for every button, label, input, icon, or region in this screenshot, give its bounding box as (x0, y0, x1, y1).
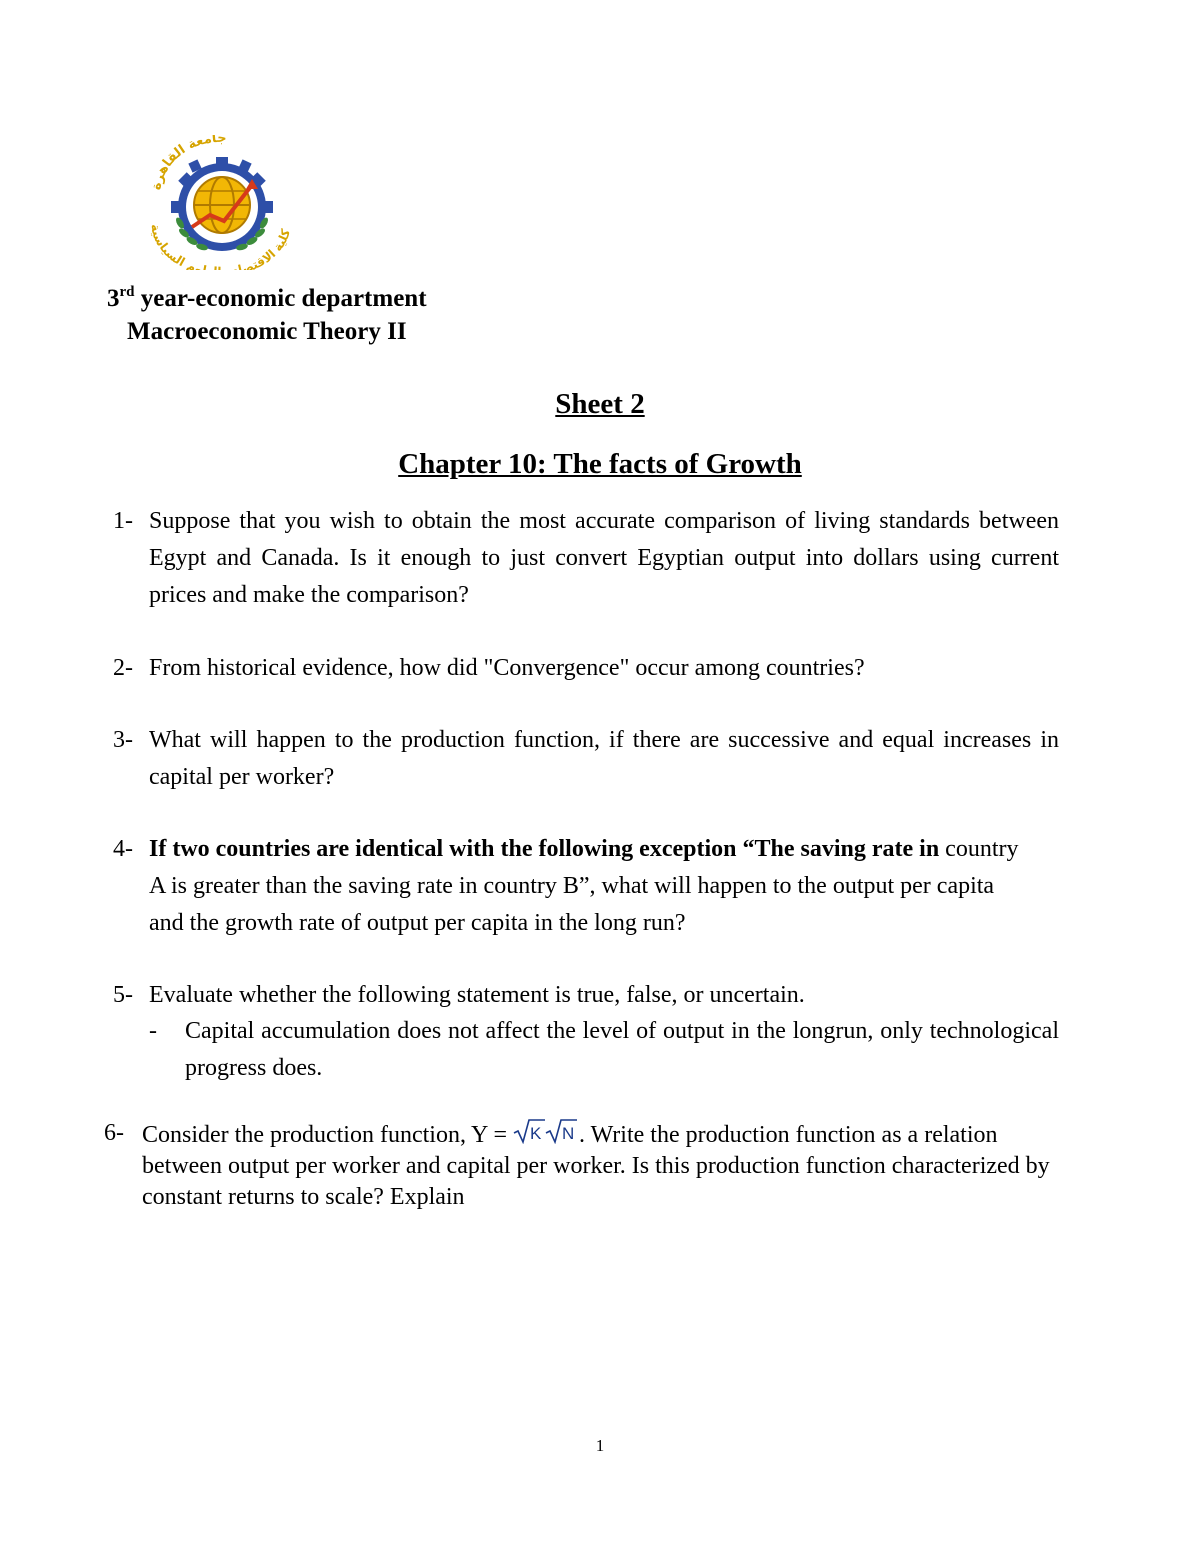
question-number: 5- (113, 982, 133, 1008)
question-text-after: . Write the production function as a relation between output per worker and capital per worker. Is this production function characterized by constant returns to scale? Explain (142, 1122, 1050, 1210)
question-number: 3- (113, 727, 133, 753)
question-text: From historical evidence, how did "Convergence" occur among countries? (149, 655, 865, 681)
chapter-title: Chapter 10: The facts of Growth (398, 448, 802, 480)
question-text: Evaluate whether the following statement is true, false, or uncertain. (149, 982, 805, 1008)
question-number: 6- (104, 1120, 124, 1146)
svg-text:جامعة القاهرة: جامعة القاهرة (149, 135, 227, 192)
statement-text: Capital accumulation does not affect the level of output in the longrun, only technological progress does. (185, 1018, 1059, 1081)
bullet-dash: - (149, 1018, 157, 1044)
question-number: 1- (113, 508, 133, 534)
question-number: 4- (113, 836, 133, 862)
question-5-statement (149, 1013, 1059, 1087)
page-number: 1 (595, 1436, 605, 1455)
faculty-logo-icon (140, 135, 300, 270)
department-heading (107, 283, 427, 315)
question-text-before: Consider the production function, Y = (142, 1122, 514, 1148)
course-title: Macroeconomic Theory II (127, 318, 407, 345)
question-text: What will happen to the production function, if there are successive and equal increases in capital per worker? (149, 727, 1059, 790)
question-4 (113, 831, 1033, 942)
question-number: 2- (113, 655, 133, 681)
sheet-title: Sheet 2 (555, 388, 645, 420)
sqrt-formula-icon (513, 1118, 579, 1144)
question-bold-text: If two countries are identical with the following exception “The saving rate in (149, 836, 940, 862)
question-3 (113, 722, 1059, 796)
formula-k: K (530, 1124, 542, 1143)
question-2 (113, 650, 1059, 687)
question-text: Suppose that you wish to obtain the most accurate comparison of living standards between Egypt and Canada. Is it enough to just convert Egyptian output into dollars using current prices and make the comparison? (149, 508, 1059, 608)
svg-text:كلية الاقتصاد والعلوم السياسية: كلية الاقتصاد وم السياسية (148, 223, 293, 270)
question-text (149, 831, 1033, 942)
question-6 (104, 1118, 1064, 1213)
year-ordinal-suffix: rd (119, 284, 135, 300)
department-label: year-economic department (134, 285, 427, 312)
question-text (142, 1118, 1064, 1213)
year-number: 3 (107, 285, 120, 312)
formula-n: N (562, 1124, 575, 1143)
question-5 (113, 977, 1059, 1014)
question-rest-text: country A is greater than the saving rate in country B”, what will happen to the output per capita and the growth rate of output per capita in the long run? (149, 836, 1019, 936)
question-1 (113, 503, 1059, 614)
